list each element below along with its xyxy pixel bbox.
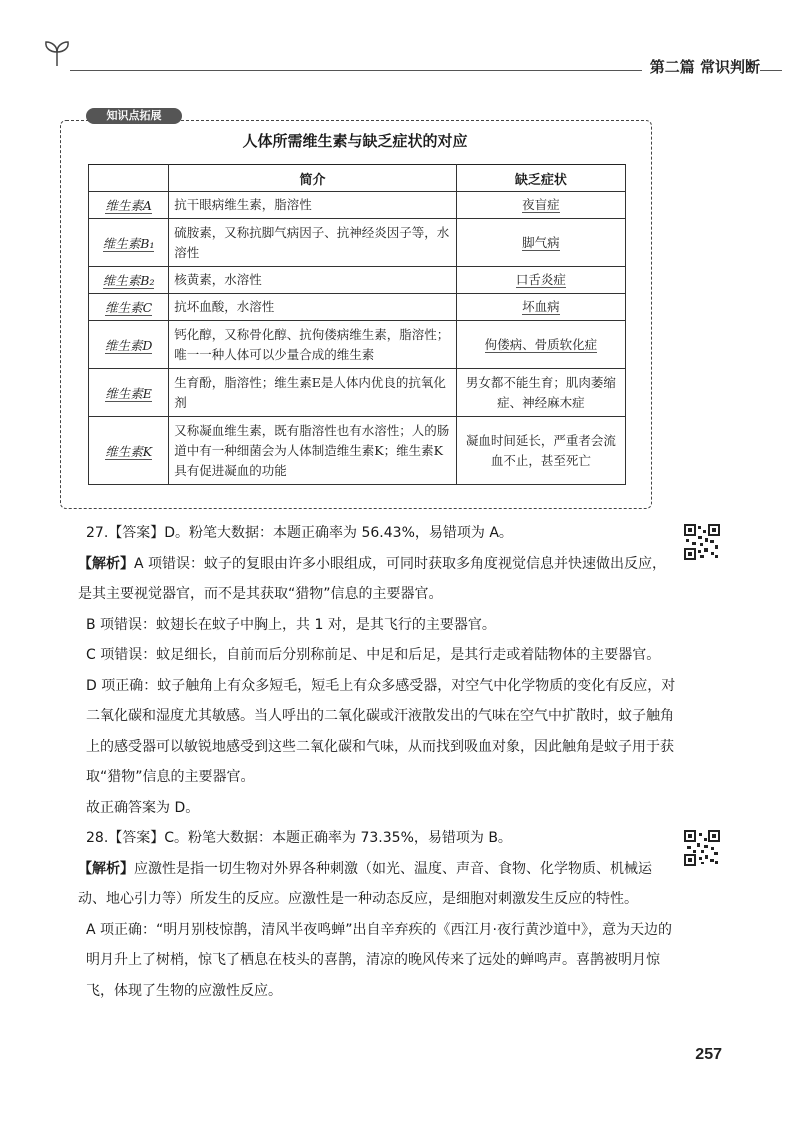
- col-header-symptom: 缺乏症状: [456, 165, 625, 192]
- q27-option-d: D 项正确：蚊子触角上有众多短毛，短毛上有众多感受器，对空气中化学物质的变化有反应，对二氧化碳和湿度尤其敏感。当人呼出的二氧化碳或汗液散发出的气味在空气中扩散时，蚊子触角上的感受器可以敏锐地感受到这些二氧化碳和气味，从而找到吸血对象，因此触角是蚊子用于获取“猎物”信息的主要器官。: [86, 677, 676, 785]
- table-row: [89, 321, 626, 369]
- table-row: [89, 294, 626, 321]
- table-title: 人体所需维生素与缺乏症状的对应: [242, 132, 468, 150]
- vitamin-name: 维生素B₂: [102, 273, 155, 288]
- table-row: [89, 417, 626, 485]
- table-header-row: [89, 165, 626, 192]
- question-27: [78, 518, 676, 823]
- q27-option-c: C 项错误：蚊足细长，自前而后分别称前足、中足和后足，是其行走或着陆物体的主要器官。: [86, 647, 661, 663]
- q28-option-a: A 项正确：“明月别枝惊鹊，清风半夜鸣蝉”出自辛弃疾的《西江月·夜行黄沙道中》，意为天边的明月升上了树梢，惊飞了栖息在枝头的喜鹊，清凉的晚风传来了远处的蝉鸣声。喜鹊被明月惊飞，体现了生物的应激性反应。: [86, 921, 672, 999]
- sprout-icon: [40, 36, 74, 70]
- vitamin-intro: 生育酚，脂溶性；维生素E是人体内优良的抗氧化剂: [169, 369, 457, 417]
- vitamin-table: [88, 164, 626, 485]
- vitamin-name: 维生素E: [105, 385, 152, 401]
- q27-option-a: A 项错误：蚊子的复眼由许多小眼组成，可同时获取多角度视觉信息并快速做出反应，是其主要视觉器官，而不是其获取“猎物”信息的主要器官。: [78, 555, 667, 602]
- vitamin-symptom: 凝血时间延长，严重者会流血不止，甚至死亡: [456, 417, 625, 485]
- analysis-label: 【解析】: [78, 555, 134, 572]
- vitamin-intro: 硫胺素，又称抗脚气病因子、抗神经炎因子等，水溶性: [169, 219, 457, 267]
- q27-conclusion: 故正确答案为 D。: [86, 799, 200, 816]
- q28-answer: 28.【答案】C。粉笔大数据：本题正确率为 73.35%，易错项为 B。: [86, 830, 512, 846]
- vitamin-intro: 抗坏血酸，水溶性: [169, 294, 457, 321]
- vitamin-symptom: 佝偻病、骨质软化症: [484, 336, 598, 352]
- q27-option-b: B 项错误：蚊翅长在蚊子中胸上，共 1 对，是其飞行的主要器官。: [86, 616, 496, 633]
- vitamin-name: 维生素D: [104, 337, 153, 353]
- qr-code-icon: [684, 830, 720, 866]
- vitamin-symptom: 坏血病: [522, 299, 560, 314]
- vitamin-intro: 核黄素，水溶性: [169, 267, 457, 294]
- q27-answer: 27.【答案】D。粉笔大数据：本题正确率为 56.43%，易错项为 A。: [86, 525, 513, 541]
- table-row: [89, 267, 626, 294]
- table-row: [89, 192, 626, 219]
- table-row: [89, 219, 626, 267]
- qr-code-icon: [684, 524, 720, 560]
- box-tag: 知识点拓展: [86, 108, 182, 124]
- section-title: 第二篇 常识判断: [642, 56, 760, 77]
- vitamin-symptom: 口舌炎症: [515, 272, 566, 287]
- vitamin-intro: 抗干眼病维生素，脂溶性: [169, 192, 457, 219]
- vitamin-symptom: 脚气病: [522, 234, 560, 250]
- col-header-intro: 简介: [169, 165, 457, 192]
- vitamin-name: 维生素C: [105, 300, 153, 315]
- vitamin-name: 维生素K: [105, 443, 153, 459]
- table-row: [89, 369, 626, 417]
- vitamin-intro: 钙化醇，又称骨化醇、抗佝偻病维生素，脂溶性；唯一一种人体可以少量合成的维生素: [169, 321, 457, 369]
- page-number: 257: [695, 1046, 722, 1063]
- q28-analysis-text: 应激性是指一切生物对外界各种刺激（如光、温度、声音、食物、化学物质、机械运动、地心引力等）所发生的反应。应激性是一种动态反应，是细胞对刺激发生反应的特性。: [78, 860, 652, 907]
- analysis-label: 【解析】: [78, 860, 134, 877]
- vitamin-symptom: 男女都不能生育；肌肉萎缩症、神经麻木症: [456, 369, 625, 417]
- question-28: [78, 823, 676, 1006]
- col-header-vitamin: [89, 165, 169, 192]
- vitamin-name: 维生素B₁: [102, 235, 155, 251]
- q28-analysis: [78, 854, 676, 915]
- q27-analysis: [78, 549, 676, 610]
- vitamin-symptom: 夜盲症: [522, 197, 560, 212]
- vitamin-intro: 又称凝血维生素，既有脂溶性也有水溶性；人的肠道中有一种细菌会为人体制造维生素K；维生素K具有促进凝血的功能: [169, 417, 457, 485]
- vitamin-name: 维生素A: [105, 198, 152, 213]
